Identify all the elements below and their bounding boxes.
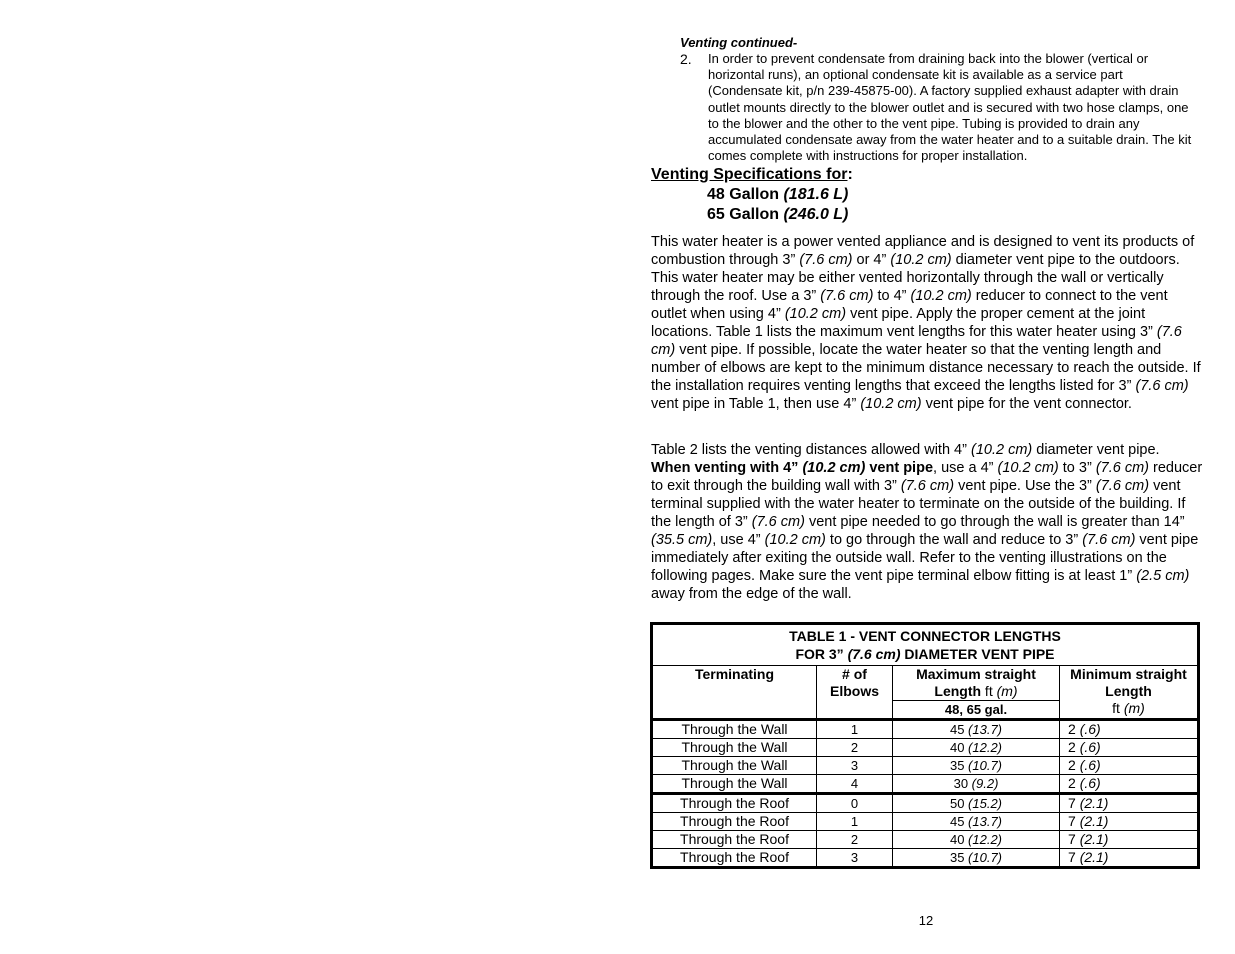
table-row [652, 813, 1199, 831]
cell-max-length [893, 775, 1060, 794]
p2-a: Table 2 lists the venting distances allowed with 4” [651, 442, 971, 458]
cell-min-length [1060, 757, 1199, 775]
p1-text: vent pipe. If possible, locate the water heater so that the venting length and number of elbows are kept to the minimum distance necessary to reach the outside. If the installation requires venting lengths that exceed the lengths listed for 3” [651, 342, 1201, 394]
table-row [652, 775, 1199, 794]
cell-min-length [1060, 794, 1199, 813]
header-max-2-text: Length [934, 683, 982, 699]
vent-connector-table [650, 622, 1200, 869]
table-row [652, 739, 1199, 757]
header-terminating-text: Terminating [694, 666, 775, 682]
cell-max-ft: 35 [949, 758, 969, 773]
p2-h: vent pipe needed to go through the wall is greater than 14” [804, 514, 1185, 530]
header-min-1: Minimum straight [1070, 666, 1187, 682]
p1-text: vent pipe in Table 1, then use 4” [651, 396, 861, 412]
p2-i-metric: (10.2 cm) [764, 532, 826, 548]
cell-max-length [893, 831, 1060, 849]
cell-max-m: (12.2) [968, 832, 1003, 847]
cell-elbows: 2 [817, 831, 893, 849]
p2-j-metric: (7.6 cm) [1082, 532, 1136, 548]
list-item-number: 2. [680, 51, 692, 67]
roof-rows [652, 794, 1199, 868]
cell-min-ft: 7 [1068, 831, 1080, 847]
header-gallons-text: 48, 65 gal. [944, 702, 1008, 717]
cell-max-ft: 35 [949, 850, 969, 865]
cell-min-m: (2.1) [1079, 795, 1109, 811]
cell-min-ft: 2 [1068, 775, 1080, 791]
p1-metric: (7.6 cm) [820, 288, 874, 304]
cell-min-length [1060, 720, 1199, 739]
p1-metric: (7.6 cm) [651, 324, 1182, 358]
spec-line-48 [707, 186, 848, 204]
p1-text: vent pipe for the vent connector. [921, 396, 1132, 412]
p2-d: to 3” [1058, 460, 1096, 476]
table-caption-line1: TABLE 1 - VENT CONNECTOR LENGTHS [789, 628, 1061, 644]
paragraph-1 [651, 233, 1203, 413]
p1-text: This water heater is a power vented appliance and is designed to vent its products of combustion through 3” [651, 234, 1195, 268]
p2-g-metric: (7.6 cm) [751, 514, 805, 530]
header-min-unit-metric: (m) [1123, 700, 1145, 716]
p1-text: vent pipe. Apply the proper cement at the joint locations. Table 1 lists the maximum vent lengths for this water heater using 3” [651, 306, 1157, 340]
cell-max-m: (10.7) [968, 758, 1003, 773]
table-row [652, 849, 1199, 868]
caption2-b: DIAMETER VENT PIPE [900, 646, 1055, 662]
p2-e-metric: (7.6 cm) [900, 478, 955, 494]
cell-terminating: Through the Wall [652, 739, 817, 757]
cell-min-m: (.6) [1079, 775, 1101, 791]
header-min [1060, 666, 1199, 720]
p2-b: diameter vent pipe. [1032, 442, 1160, 458]
cell-max-m: (9.2) [971, 776, 999, 791]
cell-min-ft: 7 [1068, 795, 1080, 811]
header-max-1: Maximum straight [916, 666, 1036, 682]
page-number: 12 [918, 913, 934, 928]
p1-metric: (7.6 cm) [1135, 378, 1189, 394]
table-caption [652, 624, 1199, 666]
cell-min-ft: 2 [1068, 757, 1080, 773]
cell-max-length [893, 720, 1060, 739]
table-row [652, 757, 1199, 775]
cell-min-length [1060, 849, 1199, 868]
cell-elbows: 1 [817, 720, 893, 739]
spec-title-text: Venting Specifications for [651, 166, 848, 183]
cell-max-ft: 45 [949, 722, 969, 737]
p2-k-metric: (2.5 cm) [1136, 568, 1190, 584]
p2-bold1: When venting with 4” [651, 460, 803, 476]
p2-i: , use 4” [712, 532, 765, 548]
cell-terminating: Through the Wall [652, 775, 817, 794]
p2-l: away from the edge of the wall. [651, 586, 852, 602]
header-gallons [893, 701, 1060, 720]
cell-max-ft: 45 [949, 814, 969, 829]
cell-max-m: (10.7) [968, 850, 1003, 865]
p1-metric: (10.2 cm) [910, 288, 972, 304]
p1-text: reducer to connect to the vent outlet when using 4” [651, 288, 1168, 322]
cell-min-m: (.6) [1079, 757, 1101, 773]
cell-max-ft: 40 [949, 740, 969, 755]
p2-d-metric: (7.6 cm) [1095, 460, 1149, 476]
header-min-unit-text: ft [1112, 700, 1124, 716]
cell-min-m: (2.1) [1079, 831, 1109, 847]
header-max-2 [897, 683, 1055, 700]
p2-f: vent pipe. Use the 3” [954, 478, 1096, 494]
cell-max-m: (15.2) [968, 796, 1003, 811]
continued-heading: Venting continued- [680, 35, 798, 50]
cell-min-ft: 2 [1068, 721, 1080, 737]
cell-min-length [1060, 775, 1199, 794]
cell-elbows: 2 [817, 739, 893, 757]
header-max [893, 666, 1060, 701]
spec-line-48-main: 48 Gallon [707, 186, 784, 203]
p2-c-metric: (10.2 cm) [997, 460, 1059, 476]
table-caption-line2 [657, 645, 1193, 663]
spec-title [651, 166, 853, 184]
table-row [652, 794, 1199, 813]
header-min-unit [1064, 700, 1193, 717]
caption2-metric: (7.6 cm) [847, 646, 901, 662]
p1-metric: (10.2 cm) [890, 252, 952, 268]
p1-metric: (7.6 cm) [799, 252, 853, 268]
header-elbows-2: Elbows [829, 683, 879, 699]
cell-min-length [1060, 739, 1199, 757]
p2-bold2: vent pipe [865, 460, 934, 476]
cell-min-ft: 7 [1068, 813, 1080, 829]
cell-min-m: (2.1) [1079, 849, 1109, 865]
p1-text: to 4” [873, 288, 911, 304]
table-row [652, 720, 1199, 739]
cell-elbows: 3 [817, 849, 893, 868]
header-min-2: Length [1105, 683, 1152, 699]
header-max-unit-metric: (m) [996, 683, 1018, 699]
cell-terminating: Through the Wall [652, 757, 817, 775]
p2-e: reducer to exit through the building wall with 3” [651, 460, 1203, 494]
p2-a-metric: (10.2 cm) [970, 442, 1033, 458]
p2-h-metric: (35.5 cm) [651, 532, 713, 548]
cell-min-m: (2.1) [1079, 813, 1109, 829]
p2-g: vent terminal supplied with the water heater to terminate on the outside of the building. If the length of 3” [651, 478, 1186, 530]
header-elbows [817, 666, 893, 720]
spec-title-colon: : [847, 166, 853, 183]
cell-terminating: Through the Roof [652, 849, 817, 868]
p1-metric: (10.2 cm) [860, 396, 922, 412]
table-header-row [652, 666, 1199, 701]
cell-elbows: 1 [817, 813, 893, 831]
cell-elbows: 4 [817, 775, 893, 794]
cell-max-length [893, 794, 1060, 813]
cell-max-ft: 40 [949, 832, 969, 847]
cell-max-m: (13.7) [968, 814, 1003, 829]
cell-terminating: Through the Roof [652, 794, 817, 813]
cell-min-length [1060, 831, 1199, 849]
cell-elbows: 3 [817, 757, 893, 775]
cell-min-m: (.6) [1079, 739, 1101, 755]
p2-bold [651, 460, 933, 476]
cell-max-m: (13.7) [968, 722, 1003, 737]
spec-line-65-metric: (246.0 L) [783, 206, 849, 223]
cell-elbows: 0 [817, 794, 893, 813]
paragraph-2 [651, 441, 1203, 603]
list-item-text: In order to prevent condensate from draining back into the blower (vertical or horizontal runs), an optional condensate kit is available as a service part (Condensate kit, p/n 239-45875-00). A factory supplied exhaust adapter with drain outlet mounts directly to the blower outlet and is secured with two hose clamps, one to the blower and the other to the vent pipe. Tubing is provided to drain any accumulated condensate away from the water heater and to a suitable drain. The kit comes complete with instructions for proper installation. [708, 51, 1192, 164]
spec-line-48-metric: (181.6 L) [783, 186, 849, 203]
cell-terminating: Through the Wall [652, 720, 817, 739]
table-row [652, 831, 1199, 849]
spec-line-65-main: 65 Gallon [707, 206, 784, 223]
spec-line-65 [707, 206, 848, 224]
cell-max-length [893, 739, 1060, 757]
cell-min-length [1060, 813, 1199, 831]
p1-text: diameter vent pipe to the outdoors. This water heater may be either vented horizontally through the wall or vertically through the roof. Use a 3” [651, 252, 1180, 304]
p2-k: vent pipe immediately after exiting the outside wall. Refer to the venting illustrations on the following pages. Make sure the vent pipe terminal elbow fitting is at least 1” [651, 532, 1199, 584]
header-elbows-1: # of [842, 666, 867, 682]
cell-min-m: (.6) [1079, 721, 1101, 737]
cell-max-length [893, 813, 1060, 831]
p1-text: or 4” [852, 252, 891, 268]
p2-c: , use a 4” [933, 460, 998, 476]
caption2-a: FOR 3” [795, 646, 848, 662]
header-max-unit: ft [981, 683, 997, 699]
cell-max-length [893, 849, 1060, 868]
cell-terminating: Through the Roof [652, 831, 817, 849]
cell-max-length [893, 757, 1060, 775]
p2-bold-metric: (10.2 cm) [802, 460, 866, 476]
cell-max-ft: 30 [953, 776, 972, 791]
wall-rows [652, 720, 1199, 794]
p2-j: to go through the wall and reduce to 3” [825, 532, 1083, 548]
p1-metric: (10.2 cm) [784, 306, 847, 322]
cell-min-ft: 7 [1068, 849, 1080, 865]
cell-max-m: (12.2) [968, 740, 1003, 755]
p2-f-metric: (7.6 cm) [1095, 478, 1150, 494]
header-terminating [652, 666, 817, 720]
cell-terminating: Through the Roof [652, 813, 817, 831]
table-caption-row [652, 624, 1199, 666]
cell-max-ft: 50 [949, 796, 969, 811]
cell-min-ft: 2 [1068, 739, 1080, 755]
